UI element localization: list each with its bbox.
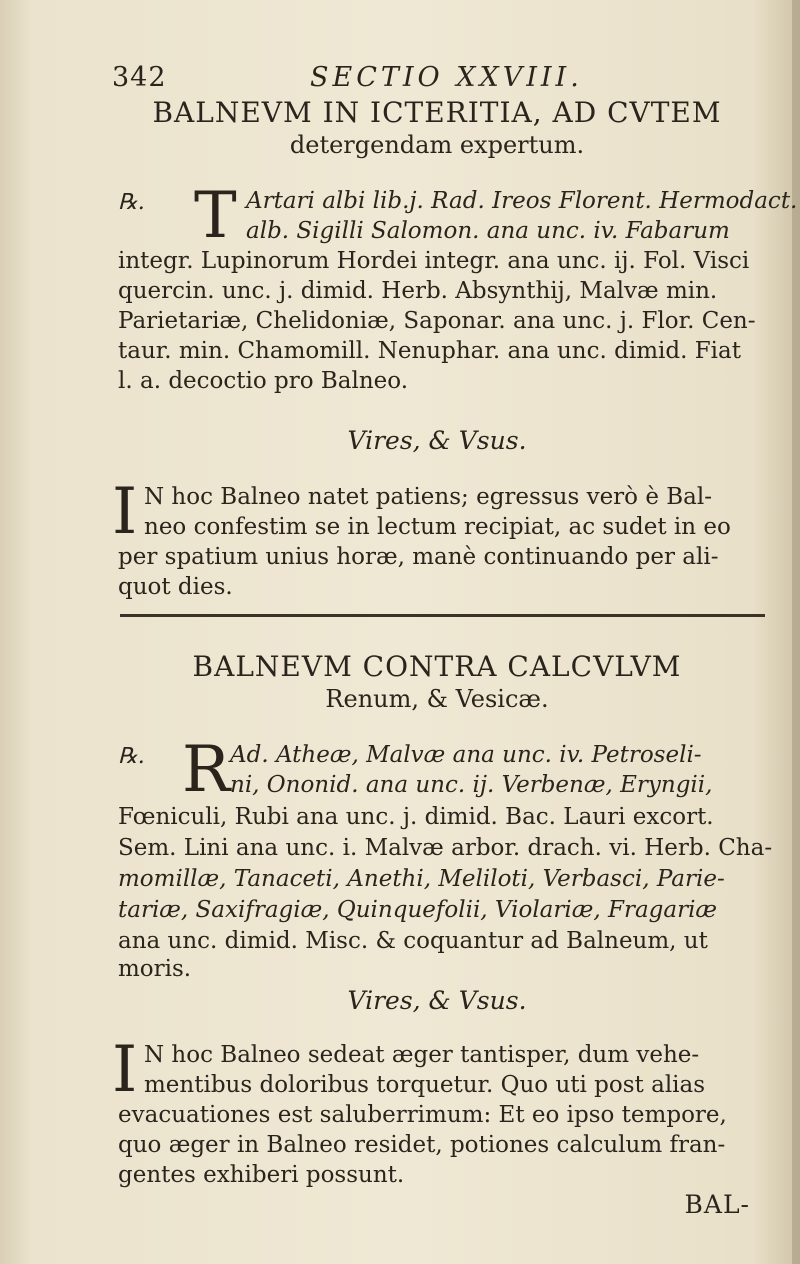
recipe-2-uses-heading: Vires, & Vsus. [347,986,527,1015]
uses-line: N hoc Balneo natet patiens; egressus verò è Bal- [144,484,712,510]
recipe-2-ingredients [118,733,773,990]
ingredient-line: momillæ, Tanaceti, Anethi, Meliloti, Verbasci, Parie- [118,866,725,892]
recipe-1-title: BALNEVM IN ICTERITIA, AD CVTEM [152,96,722,129]
recipe-2-uses-text [112,1033,768,1190]
uses-line: quo æger in Balneo residet, potiones calculum fran- [118,1132,726,1158]
ingredient-line: moris. [118,956,192,982]
drop-capital: I [112,1033,138,1107]
uses-line: per spatium unius horæ, manè continuando per ali- [118,544,719,570]
drop-capital: T [194,179,237,253]
ingredient-line: Artari albi lib.j. Rad. Ireos Florent. Hermodact. [246,188,798,214]
recipe-1-subtitle: detergendam expertum. [289,131,585,159]
rx-symbol: ℞. [118,190,145,215]
ingredient-line: alb. Sigilli Salomon. ana unc. iv. Fabarum [246,218,730,244]
uses-line: neo confestim se in lectum recipiat, ac sudet in eo [144,514,731,540]
recipe-2-subtitle: Renum, & Vesicæ. [325,685,549,713]
ingredient-line: tariæ, Saxifragiæ, Quinquefolii, Violariæ, Fragariæ [118,897,718,923]
ingredient-line: quercin. unc. j. dimid. Herb. Absynthij, Malvæ min. [118,278,718,304]
drop-capital: R [182,733,231,807]
section-divider [120,614,765,617]
page-number: 342 [112,62,167,93]
ingredient-line: Parietariæ, Chelidoniæ, Saponar. ana unc. j. Flor. Cen- [118,308,756,334]
rx-symbol: ℞. [118,744,145,769]
ingredient-line: Sem. Lini ana unc. i. Malvæ arbor. drach. vi. Herb. Cha- [118,835,773,861]
uses-line: evacuationes est saluberrimum: Et eo ipso tempore, [118,1102,727,1128]
recipe-1-uses-heading: Vires, & Vsus. [347,426,527,455]
section-heading: SECTIO XXVIII. [310,62,583,93]
drop-capital: I [112,475,138,549]
ingredient-line: l. a. decoctio pro Balneo. [118,368,409,394]
ingredient-line: Ad. Atheæ, Malvæ ana unc. iv. Petroseli- [230,742,702,768]
recipe-2-title: BALNEVM CONTRA CALCVLVM [192,650,682,683]
uses-line: mentibus doloribus torquetur. Quo uti post alias [144,1072,706,1098]
uses-line: gentes exhiberi possunt. [118,1162,405,1188]
ingredient-line: Fœniculi, Rubi ana unc. j. dimid. Bac. Lauri excort. [118,804,714,830]
catchword: BAL- [684,1190,750,1219]
ingredient-line: ana unc. dimid. Misc. & coquantur ad Balneum, ut [118,928,708,954]
ingredient-line: integr. Lupinorum Hordei integr. ana unc. ij. Fol. Visci [118,248,750,274]
uses-line: quot dies. [118,574,233,600]
recipe-1-uses-text [112,475,768,612]
recipe-1-ingredients [118,179,798,396]
uses-line: N hoc Balneo sedeat æger tantisper, dum vehe- [144,1042,700,1068]
ingredient-line: ni, Ononid. ana unc. ij. Verbenæ, Eryngii, [230,772,713,798]
ingredient-line: taur. min. Chamomill. Nenuphar. ana unc. dimid. Fiat [118,338,741,364]
running-head [112,62,752,96]
